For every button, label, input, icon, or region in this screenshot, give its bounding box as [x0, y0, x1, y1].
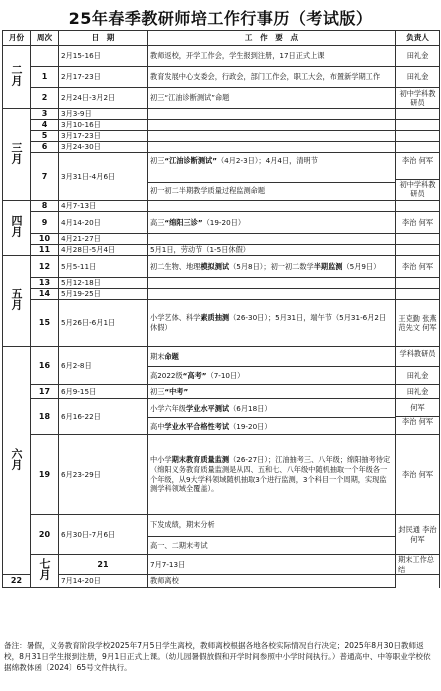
table-row — [3, 300, 440, 347]
week-cell: 10 — [31, 234, 59, 245]
month-jun: 六月 — [3, 347, 31, 575]
work-cell: 5月1日，劳动节（1-5日休假） — [148, 245, 396, 256]
month-apr: 四月 — [3, 201, 31, 256]
week-cell: 16 — [31, 347, 59, 385]
work-cell — [148, 142, 396, 153]
week-cell: 15 — [31, 300, 59, 347]
table-row — [3, 109, 440, 120]
table-row — [3, 347, 440, 385]
person-cell — [396, 234, 440, 245]
week-cell: 14 — [31, 289, 59, 300]
person-cell — [396, 142, 440, 153]
week-cell: 9 — [31, 212, 59, 234]
date-cell: 7月7-13日 — [148, 555, 396, 575]
person-cell: 学科教研员 田礼金 — [396, 347, 440, 385]
person-cell: 田礼金 — [396, 67, 440, 88]
table-row — [3, 153, 440, 201]
date-cell: 6月30日-7月6日 — [59, 515, 148, 555]
schedule-table — [2, 30, 440, 588]
page-title: 25年春季教研师培工作行事历（考试版） — [68, 9, 373, 28]
work-cell: 期末工作总结 — [396, 555, 440, 575]
work-cell — [148, 234, 396, 245]
table-row — [3, 278, 440, 289]
person-cell — [396, 109, 440, 120]
table-row — [3, 575, 440, 588]
date-cell: 4月7-13日 — [59, 201, 148, 212]
work-cell: 初三“中考” — [148, 385, 396, 399]
date-cell: 5月26日-6月1日 — [59, 300, 148, 347]
table-row — [3, 120, 440, 131]
date-cell: 3月17-23日 — [59, 131, 148, 142]
table-row — [3, 256, 440, 278]
date-cell: 2月17-23日 — [59, 67, 148, 88]
work-cell: 初二生物、地理模拟测试（5月8日）；初一初二数学半期监测（5月9日） — [148, 256, 396, 278]
table-row — [3, 435, 440, 515]
date-cell: 5月5-11日 — [59, 256, 148, 278]
person-cell: 李治 何军 初中学科教研员 — [396, 153, 440, 201]
week-cell: 5 — [31, 131, 59, 142]
table-row — [3, 385, 440, 399]
date-cell: 6月16-22日 — [59, 399, 148, 435]
date-cell: 2月24日-3月2日 — [59, 88, 148, 109]
week-cell: 2 — [31, 88, 59, 109]
work-cell: 中小学期末教育质量监测（26-27日）；江油抽考三、八年级；绵阳抽考待定（绵阳义务教育质量监测是从四、五和七、八年级中随机抽取一个年级各一个年级，从9大学科领域随机抽取3个进行监测，3个科目一个周期，实现监测学科领域全覆盖）。 — [148, 435, 396, 515]
week-cell — [31, 46, 59, 67]
header-date: 日 期 — [59, 31, 148, 46]
work-cell: 高三“绵阳三诊”（19-20日） — [148, 212, 396, 234]
person-cell — [396, 289, 440, 300]
week-cell: 3 — [31, 109, 59, 120]
week-cell: 12 — [31, 256, 59, 278]
table-row — [3, 88, 440, 109]
week-cell: 7 — [31, 153, 59, 201]
header-row — [3, 31, 440, 46]
work-cell — [148, 289, 396, 300]
date-cell: 4月21-27日 — [59, 234, 148, 245]
week-cell: 22 — [3, 575, 31, 588]
date-cell: 3月31日-4月6日 — [59, 153, 148, 201]
date-cell: 4月28日-5月4日 — [59, 245, 148, 256]
work-cell — [148, 109, 396, 120]
table-row — [3, 289, 440, 300]
person-cell — [396, 245, 440, 256]
week-cell: 11 — [31, 245, 59, 256]
table-row — [3, 142, 440, 153]
week-cell: 17 — [31, 385, 59, 399]
person-cell: 王克勤 张燕 范先文 何军 — [396, 300, 440, 347]
week-cell: 6 — [31, 142, 59, 153]
table-row — [3, 212, 440, 234]
table-row — [3, 555, 440, 575]
person-cell — [396, 120, 440, 131]
header-work: 工 作 要 点 — [148, 31, 396, 46]
table-row — [3, 245, 440, 256]
table-row — [3, 67, 440, 88]
footnote: 备注：暑假，义务教育阶段学校2025年7月5日学生离校，教师离校根据各地各校实际情况自行决定；2025年8月30日教师返校，8月31日学生报到注册，9月1日正式上课。（幼儿园暑假放假和开学时间参照中小学时间执行。）普通高中、中等职业学校依据绵教体函〔2024〕65号文件执行。 — [4, 641, 431, 672]
person-cell: 田礼金 — [396, 385, 440, 399]
table-row — [3, 131, 440, 142]
month-feb: 二月 — [3, 46, 31, 109]
work-cell: 教育发展中心支委会，行政会，部门工作会，职工大会，布置新学期工作 — [148, 67, 396, 88]
date-cell: 2月15-16日 — [59, 46, 148, 67]
week-cell: 13 — [31, 278, 59, 289]
person-cell: 李治 何军 — [396, 256, 440, 278]
work-cell — [148, 278, 396, 289]
week-cell: 18 — [31, 399, 59, 435]
table-row — [3, 46, 440, 67]
table-row — [3, 201, 440, 212]
month-jul: 七月 — [31, 555, 59, 588]
person-cell: 李治 何军 — [396, 435, 440, 515]
date-cell: 6月2-8日 — [59, 347, 148, 385]
week-cell: 4 — [31, 120, 59, 131]
date-cell: 7月14-20日 — [59, 575, 148, 588]
date-cell: 4月14-20日 — [59, 212, 148, 234]
person-cell — [396, 201, 440, 212]
date-cell: 3月3-9日 — [59, 109, 148, 120]
week-cell: 21 — [59, 555, 148, 575]
work-cell: 期末命题 高2022级“高考”（7-10日） — [148, 347, 396, 385]
person-cell: 封民通 李治 何军 — [396, 515, 440, 555]
week-cell: 8 — [31, 201, 59, 212]
date-cell: 6月9-15日 — [59, 385, 148, 399]
person-cell — [396, 278, 440, 289]
work-cell — [148, 131, 396, 142]
work-cell — [148, 201, 396, 212]
week-cell: 1 — [31, 67, 59, 88]
date-cell: 3月24-30日 — [59, 142, 148, 153]
work-cell: 下发成绩，期末分析 高一、二期末考试 — [148, 515, 396, 555]
header-person: 负责人 — [396, 31, 440, 46]
person-cell — [396, 131, 440, 142]
date-cell: 6月23-29日 — [59, 435, 148, 515]
person-cell: 田礼金 — [396, 46, 440, 67]
work-cell — [148, 120, 396, 131]
schedule-table-wrap — [2, 30, 439, 588]
date-cell: 3月10-16日 — [59, 120, 148, 131]
work-cell: 教师返校，开学工作会，学生报到注册，17日正式上课 — [148, 46, 396, 67]
date-cell: 5月19-25日 — [59, 289, 148, 300]
work-cell: 小学六年级学业水平测试（6月18日） 高中学业水平合格性考试（19-20日） — [148, 399, 396, 435]
work-cell: 初三“江油诊断测试”（4月2-3日）；4月4日，清明节 初一初二半期教学质量过程监测命题 — [148, 153, 396, 201]
table-row — [3, 399, 440, 435]
work-cell: 小学艺体、科学素质抽测（26-30日）；5月31日，端午节（5月31-6月2日休假） — [148, 300, 396, 347]
person-cell: 何军 李治 何军 — [396, 399, 440, 435]
week-cell: 19 — [31, 435, 59, 515]
header-month: 月份 — [3, 31, 31, 46]
person-cell: 李治 何军 — [396, 212, 440, 234]
table-row — [3, 515, 440, 555]
week-cell: 20 — [31, 515, 59, 555]
work-cell: 教师离校 — [148, 575, 396, 588]
header-week: 周次 — [31, 31, 59, 46]
work-cell: 初三“江油诊断测试”命题 — [148, 88, 396, 109]
month-may: 五月 — [3, 256, 31, 347]
person-cell: 初中学科教研员 — [396, 88, 440, 109]
month-mar: 三月 — [3, 109, 31, 201]
date-cell: 5月12-18日 — [59, 278, 148, 289]
table-row — [3, 234, 440, 245]
